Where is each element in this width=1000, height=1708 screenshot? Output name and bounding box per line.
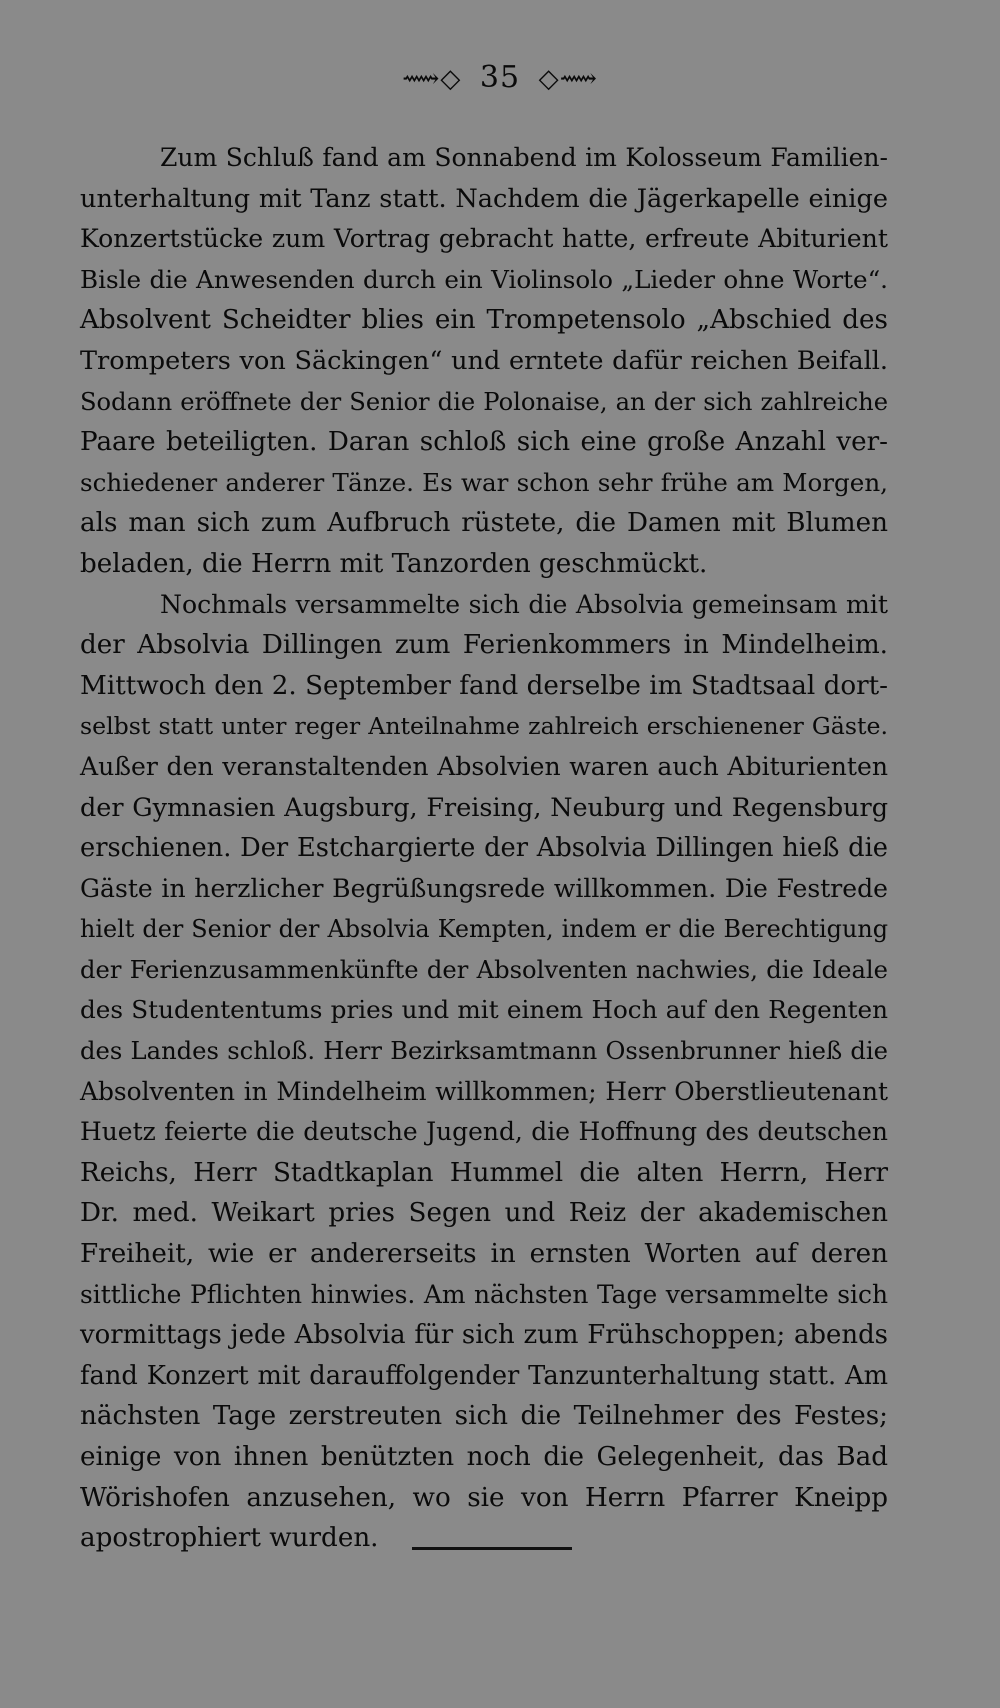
text-line: erschienen. Der Estchargierte der Absolvia Dillingen hieß die	[80, 833, 888, 864]
paragraph-2	[80, 585, 888, 1559]
text-line: Reichs, Herr Stadtkaplan Hummel die alten Herrn, Herr	[80, 1157, 888, 1188]
ornament-left: ⟿◇	[402, 64, 462, 94]
text-line: Dr. med. Weikart pries Segen und Reiz der akademischen	[80, 1198, 888, 1229]
text-line: Huetz feierte die deutsche Jugend, die Hoffnung des deutschen	[80, 1117, 888, 1147]
text-line: Wörishofen anzusehen, wo sie von Herrn Pfarrer Kneipp	[80, 1482, 888, 1513]
text-line: beladen, die Herrn mit Tanzorden geschmückt.	[80, 548, 708, 579]
page-number: 35	[479, 60, 521, 95]
text-line: der Ferienzusammenkünfte der Absolventen nachwies, die Ideale	[80, 955, 888, 984]
paragraph-1	[80, 138, 888, 585]
text-line: der Absolvia Dillingen zum Ferienkommers in Mindelheim.	[80, 630, 888, 661]
text-line: selbst statt unter reger Anteilnahme zahlreich erschienener Gäste.	[80, 712, 888, 741]
text-line: Absolvent Scheidter blies ein Trompetensolo „Abschied des	[80, 305, 888, 336]
text-line: Absolventen in Mindelheim willkommen; Herr Oberstlieutenant	[80, 1076, 888, 1106]
text-line: Nochmals versammelte sich die Absolvia gemeinsam mit	[160, 589, 888, 619]
text-line: Bisle die Anwesenden durch ein Violinsolo „Lieder ohne Worte“.	[80, 264, 888, 294]
text-line: hielt der Senior der Absolvia Kempten, indem er die Berechtigung	[80, 915, 888, 944]
text-line: fand Konzert mit darauffolgender Tanzunterhaltung statt. Am	[80, 1360, 888, 1391]
text-line: nächsten Tage zerstreuten sich die Teilnehmer des Festes;	[80, 1401, 888, 1432]
body-text	[80, 138, 888, 1559]
text-line: der Gymnasien Augsburg, Freising, Neuburg und Regensburg	[80, 792, 888, 823]
text-line: Freiheit, wie er andererseits in ernsten Worten auf deren	[80, 1239, 888, 1270]
text-line: apostrophiert wurden.	[80, 1523, 379, 1554]
page-header	[0, 60, 1000, 95]
text-line: Konzertstücke zum Vortrag gebracht hatte, erfreute Abiturient	[80, 224, 888, 254]
text-line: einige von ihnen benützten noch die Gelegenheit, das Bad	[80, 1442, 888, 1472]
text-line: des Studententums pries und mit einem Hoch auf den Regenten	[80, 995, 888, 1025]
text-line: Sodann eröffnete der Senior die Polonaise, an der sich zahlreiche	[80, 387, 888, 416]
text-line: unterhaltung mit Tanz statt. Nachdem die Jägerkapelle einige	[80, 183, 888, 214]
text-line: sittliche Pflichten hinwies. Am nächsten Tage versammelte sich	[80, 1279, 888, 1309]
ornament-right: ◇⟿	[538, 64, 598, 94]
text-line: Außer den veranstaltenden Absolvien waren auch Abiturienten	[80, 751, 888, 781]
text-line: vormittags jede Absolvia für sich zum Frühschoppen; abends	[80, 1320, 888, 1351]
text-line: Trompeters von Säckingen“ und erntete dafür reichen Beifall.	[80, 345, 888, 376]
text-line: als man sich zum Aufbruch rüstete, die Damen mit Blumen	[80, 508, 888, 539]
text-line: Mittwoch den 2. September fand derselbe im Stadtsaal dort-	[80, 670, 888, 701]
text-line: Paare beteiligten. Daran schloß sich eine große Anzahl ver-	[80, 427, 888, 458]
text-line: des Landes schloß. Herr Bezirksamtmann Ossenbrunner hieß die	[80, 1037, 888, 1066]
text-line: schiedener anderer Tänze. Es war schon sehr frühe am Morgen,	[80, 467, 888, 497]
text-line: Gäste in herzlicher Begrüßungsrede willkommen. Die Festrede	[80, 873, 888, 903]
closing-rule	[412, 1547, 572, 1550]
text-line: Zum Schluß fand am Sonnabend im Kolosseum Familien-	[160, 143, 888, 172]
